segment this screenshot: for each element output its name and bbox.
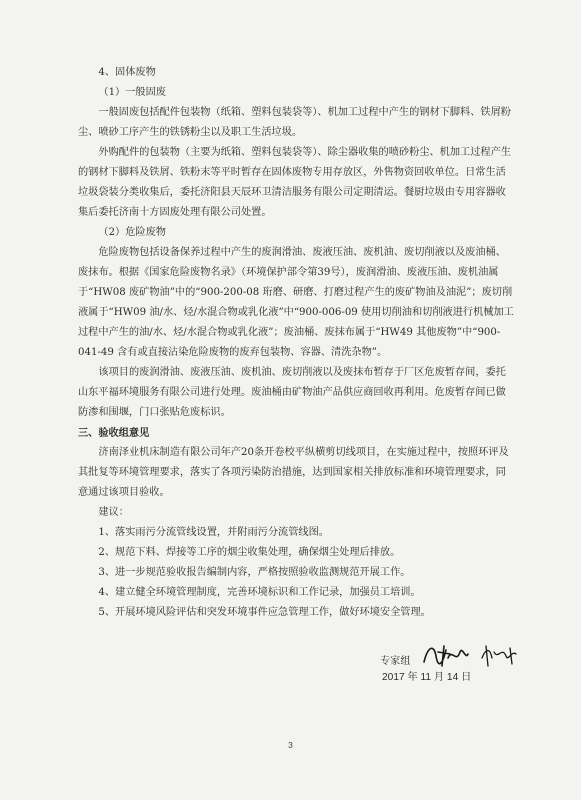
paragraph: 外购配件的包装物（主要为纸箱、塑料包装袋等）、除尘器收集的喷砂粉尘、机加工过程产生的钢材下脚料及铁屑、铁粉末等平时暂存在固体废物专用存放区，外售物资回收单位。日常生活垃圾袋装分类收集后，委托济阳县天辰环卫清洁服务有限公司定期清运。餐厨垃圾由专用容器收集后委托济南十方固废处理有限公司处置。 bbox=[78, 147, 511, 218]
paragraph: 该项目的废润滑油、废液压油、废机油、废切削液以及废抹布暂存于厂区危废暂存间，委托山东平福环境服务有限公司进行处理。废油桶由矿物油产品供应商回收再利用。危废暂存间已做防渗和围堰，门口张贴危废标识。 bbox=[78, 367, 506, 418]
section-heading-acceptance-opinion: 三、验收组意见 bbox=[78, 427, 150, 439]
page-number: 3 bbox=[288, 740, 293, 750]
paragraph: 一般固废包括配件包装物（纸箱、塑料包装袋等）、机加工过程中产生的钢材下脚料、铁屑粉尘、喷砂工序产生的铁锈粉尘以及职工生活垃圾。 bbox=[78, 107, 511, 138]
suggestions-label: 建议： bbox=[98, 507, 129, 518]
signature-date: 2017 年 11 月 14 日 bbox=[382, 672, 472, 683]
handwritten-signature bbox=[420, 640, 530, 670]
paragraph: 济南泽业机床制造有限公司年产20条开卷校平纵横剪切线项目，在实施过程中，按照环评及其批复等环境管理要求，落实了各项污染防治措施，达到国家相关排放标准和环境管理要求，同意通过该项目验收。 bbox=[78, 447, 509, 498]
suggestion-item: 4、建立健全环境管理制度，完善环境标识和工作记录，加强员工培训。 bbox=[98, 587, 421, 598]
suggestion-item: 5、开展环境风险评估和突发环境事件应急管理工作，做好环境安全管理。 bbox=[98, 607, 431, 618]
paragraph: 危险废物包括设备保养过程中产生的废润滑油、废液压油、废机油、废切削液以及废油桶、废抹布。根据《国家危险废物名录》（环境保护部令第39号），废润滑油、废液压油、废机油属于“HW08 废矿物油”中的“900-200-08 珩磨、研磨、打磨过程产生的废矿物油及油泥”；废切削液属于“HW09 油/水、烃/水混合物或乳化液”中“900-006-09 使用切削油和切削液进行机械加工过程中产生的油/水、烃/水混合物或乳化液”；废油桶、废抹布属于“HW49 其他废物”中“900-041-49 含有或直接沾染危险废物的废弃包装物、容器、清洗杂物”。 bbox=[78, 247, 514, 358]
suggestion-item: 1、落实雨污分流管线设置，并附雨污分流管线图。 bbox=[98, 527, 329, 538]
signature-block bbox=[380, 640, 520, 710]
document-body bbox=[78, 63, 516, 623]
signature-label: 专家组 bbox=[380, 656, 411, 667]
section-heading-solid-waste: 4、固体废物 bbox=[98, 67, 156, 78]
subsection-heading-hazardous-waste: （2）危险废物 bbox=[98, 227, 166, 238]
suggestion-item: 3、进一步规范验收报告编制内容，严格按照验收监测规范开展工作。 bbox=[98, 567, 411, 578]
suggestion-item: 2、规范下料、焊接等工序的烟尘收集处理，确保烟尘处理后排放。 bbox=[98, 547, 401, 558]
subsection-heading-general-waste: （1）一般固废 bbox=[98, 87, 166, 98]
